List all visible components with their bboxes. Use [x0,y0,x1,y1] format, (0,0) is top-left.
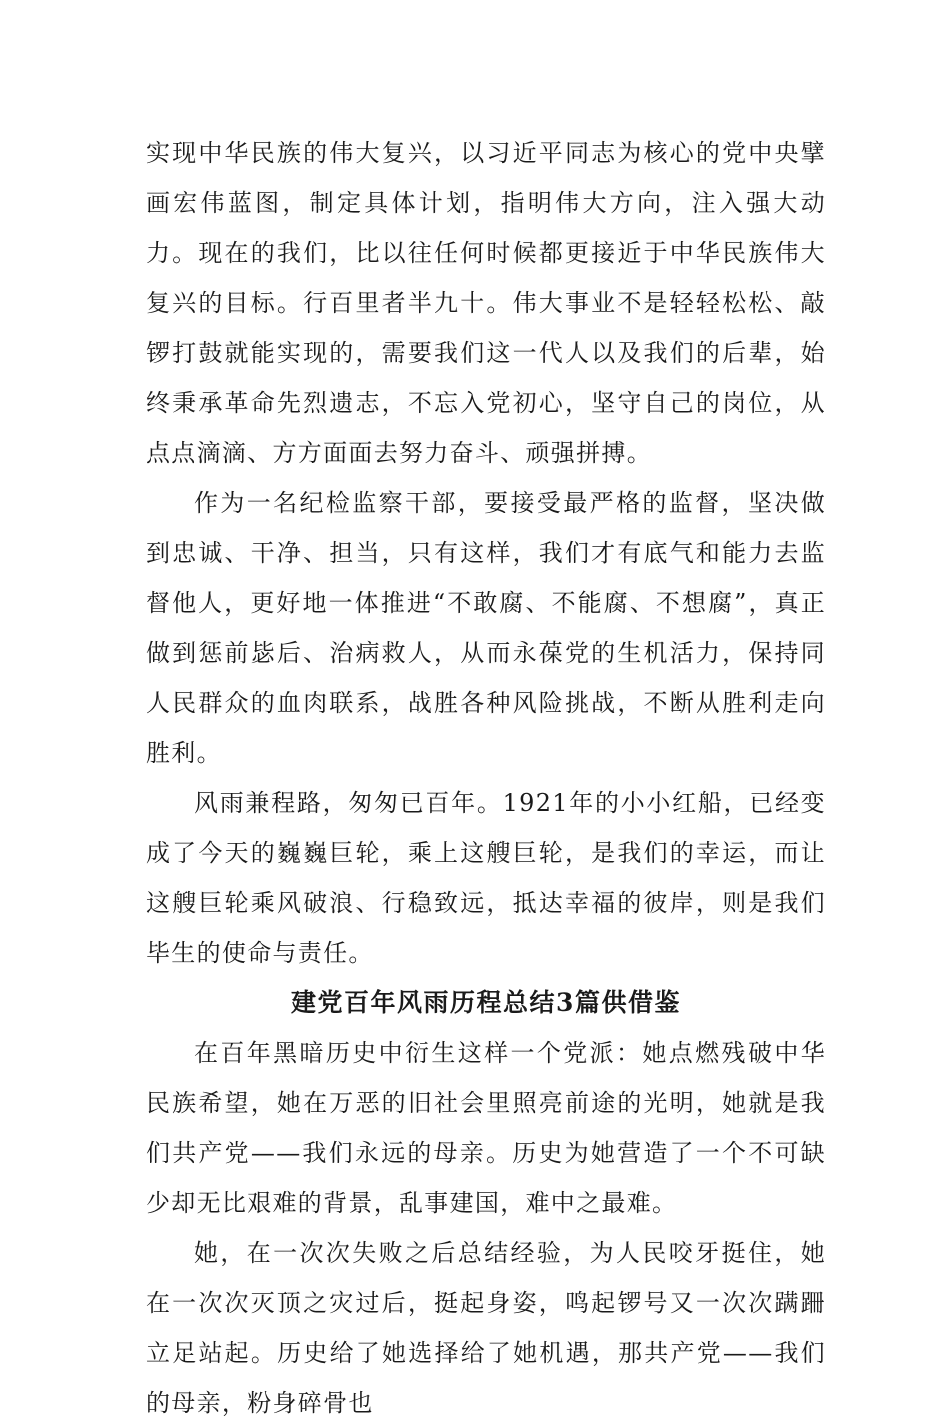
paragraph-centenary: 风雨兼程路，匆匆已百年。1921年的小小红船，已经变成了今天的巍巍巨轮，乘上这艘巨轮，是我们的幸运，而让这艘巨轮乘风破浪、行稳致远，抵达幸福的彼岸，则是我们毕生的使命与责任。 [146,789,826,967]
document-body [146,128,826,1428]
paragraph-inspection-cadre: 作为一名纪检监察干部，要接受最严格的监督，坚决做到忠诚、干净、担当，只有这样，我们才有底气和能力去监督他人，更好地一体推进“不敢腐、不能腐、不想腐”，真正做到惩前毖后、治病救人，从而永葆党的生机活力，保持同人民群众的血肉联系，战胜各种风险挑战，不断从胜利走向胜利。 [146,489,826,767]
section-heading: 建党百年风雨历程总结3篇供借鉴 [291,988,681,1017]
paragraph-party-origin: 在百年黑暗历史中衍生这样一个党派：她点燃残破中华民族希望，她在万恶的旧社会里照亮前途的光明，她就是我们共产党——我们永远的母亲。历史为她营造了一个不可缺少却无比艰难的背景，乱事建国，难中之最难。 [146,1039,826,1217]
paragraph-continued: 实现中华民族的伟大复兴，以习近平同志为核心的党中央擘画宏伟蓝图，制定具体计划，指明伟大方向，注入强大动力。现在的我们，比以往任何时候都更接近于中华民族伟大复兴的目标。行百里者半九十。伟大事业不是轻轻松松、敲锣打鼓就能实现的，需要我们这一代人以及我们的后辈，始终秉承革命先烈遗志，不忘入党初心，坚守自己的岗位，从点点滴滴、方方面面去努力奋斗、顽强拼搏。 [146,139,826,467]
paragraph-party-resilience: 她，在一次次失败之后总结经验，为人民咬牙挺住，她在一次次灭顶之灾过后，挺起身姿，鸣起锣号又一次次蹒跚立足站起。历史给了她选择给了她机遇，那共产党——我们的母亲，粉身碎骨也 [146,1239,826,1417]
